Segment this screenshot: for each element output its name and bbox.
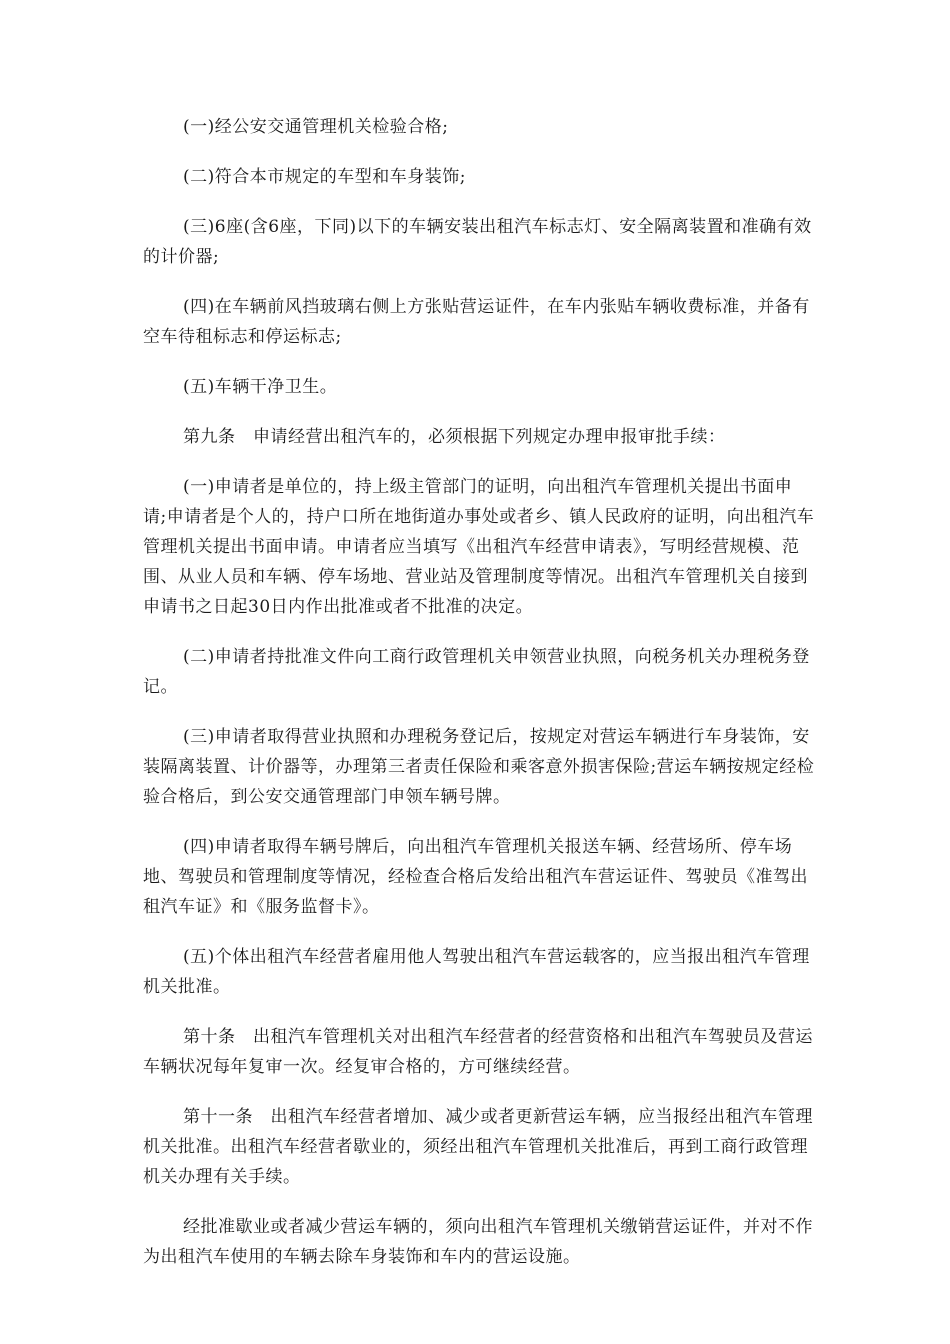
clause-item-5: (五)车辆干净卫生。 — [183, 377, 338, 397]
article-9-item-4: (四)申请者取得车辆号牌后，向出租汽车管理机关报送车辆、经营场所、停车场地、驾驶员和管理制度等情况，经检查合格后发给出租汽车营运证件、驾驶员《准驾出租汽车证》和《服务监督卡》。 — [143, 837, 808, 917]
article-11-paragraph-2: 经批准歇业或者减少营运车辆的，须向出租汽车管理机关缴销营运证件，并对不作为出租汽车使用的车辆去除车身装饰和车内的营运设施。 — [143, 1217, 813, 1267]
article-9-item-1: (一)申请者是单位的，持上级主管部门的证明，向出租汽车管理机关提出书面申请;申请者是个人的，持户口所在地街道办事处或者乡、镇人民政府的证明，向出租汽车管理机关提出书面申请。申请者应当填写《出租汽车经营申请表》，写明经营规模、范围、从业人员和车辆、停车场地、营业站及管理制度等情况。出租汽车管理机关自接到申请书之日起30日内作出批准或者不批准的决定。 — [143, 477, 815, 617]
clause-item-2: (二)符合本市规定的车型和车身装饰; — [183, 167, 466, 187]
article-9: 第九条 申请经营出租汽车的，必须根据下列规定办理申报审批手续： — [183, 427, 726, 447]
clause-item-3: (三)6座(含6座，下同)以下的车辆安装出租汽车标志灯、安全隔离装置和准确有效的计价器; — [143, 217, 812, 267]
article-10: 第十条 出租汽车管理机关对出租汽车经营者的经营资格和出租汽车驾驶员及营运车辆状况每年复审一次。经复审合格的，方可继续经营。 — [143, 1027, 813, 1077]
clause-item-1: (一)经公安交通管理机关检验合格; — [183, 117, 449, 137]
clause-item-4: (四)在车辆前风挡玻璃右侧上方张贴营运证件，在车内张贴车辆收费标准，并备有空车待租标志和停运标志; — [143, 297, 810, 347]
document-body — [143, 112, 815, 1292]
article-11: 第十一条 出租汽车经营者增加、减少或者更新营运车辆，应当报经出租汽车管理机关批准。出租汽车经营者歇业的，须经出租汽车管理机关批准后，再到工商行政管理机关办理有关手续。 — [143, 1107, 813, 1187]
article-9-item-5: (五)个体出租汽车经营者雇用他人驾驶出租汽车营运载客的，应当报出租汽车管理机关批准。 — [143, 947, 810, 997]
article-9-item-2: (二)申请者持批准文件向工商行政管理机关申领营业执照，向税务机关办理税务登记。 — [143, 647, 810, 697]
article-9-item-3: (三)申请者取得营业执照和办理税务登记后，按规定对营运车辆进行车身装饰，安装隔离装置、计价器等，办理第三者责任保险和乘客意外损害保险;营运车辆按规定经检验合格后，到公安交通管理部门申领车辆号牌。 — [143, 727, 815, 807]
